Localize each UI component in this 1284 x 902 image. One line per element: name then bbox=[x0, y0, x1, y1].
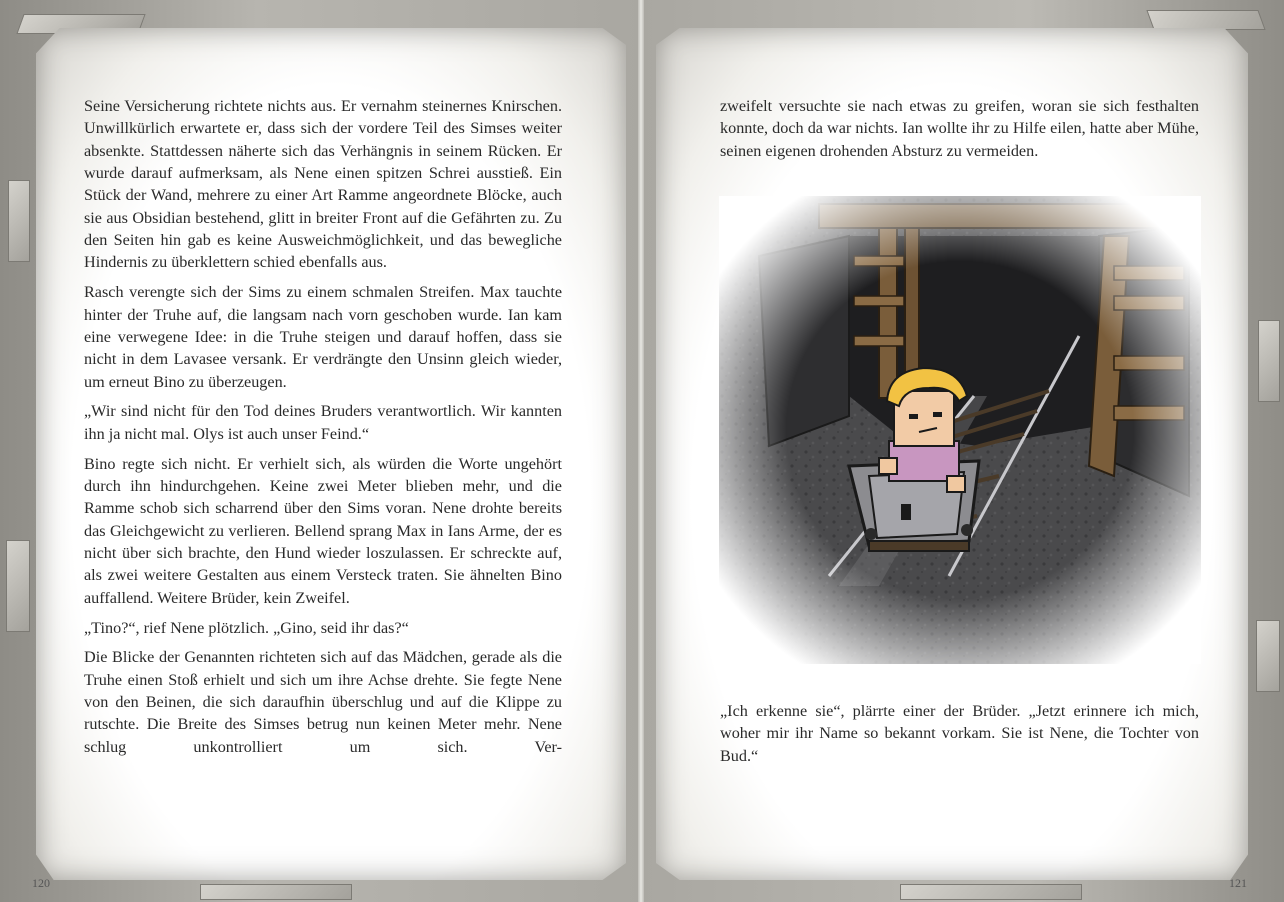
page-number-right: 121 bbox=[1229, 876, 1247, 890]
paragraph: zweifelt versuchte sie nach etwas zu greifen, woran sie sich festhalten konnte, doch da war nichts. Ian wollte ihr zu Hilfe eilen, hatte aber Mühe, seinen eigenen drohenden Absturz zu vermeiden. bbox=[720, 97, 1199, 160]
right-page-text-top bbox=[720, 95, 1199, 170]
paragraph: „Wir sind nicht für den Tod deines Bruders verantwortlich. Wir kannten ihn ja nicht mal. Olys ist auch unser Feind.“ bbox=[84, 402, 562, 443]
paragraph: Seine Versicherung richtete nichts aus. Er vernahm steinernes Knirschen. Unwillkürlich erwartete er, dass sich der vordere Teil des Simses weiter absenkte. Stattdessen näherte sich das Verhängnis in seinem Rücken. Er wurde darauf aufmerksam, als Nene einen spitzen Schrei ausstieß. Ein Stück der Wand, mehrere zu einer Art Ramme angeordnete Blöcke, auch sie aus Obsidian bestehend, glitt in breiter Front auf die Gefährten zu. Zu den Seiten hin gab es keine Ausweichmöglichkeit, und das bewegliche Hindernis zu überklettern schied ebenfalls aus. bbox=[84, 97, 562, 272]
book-gutter bbox=[638, 0, 644, 902]
paragraph: Die Blicke der Genannten richteten sich auf das Mädchen, gerade als die Truhe einen Stoß erhielt und sich um ihre Achse drehte. Sie fegte Nene von den Beinen, die sich daraufhin überschlug und auf die Klippe zu rutschte. Die Breite des Simses betrug nun keinen Meter mehr. Nene schlug unkontrolliert um sich. Ver- bbox=[84, 648, 562, 756]
left-page-text bbox=[84, 95, 562, 766]
paragraph: Rasch verengte sich der Sims zu einem schmalen Streifen. Max tauchte hinter der Truhe auf, die langsam nach vorn geschoben wurde. Ian kam eine verwegene Idee: in die Truhe steigen und darauf hoffen, dass sie nicht in dem Lavasee versank. Er verdrängte den Unsinn gleich wieder, um erneut Bino zu überzeugen. bbox=[84, 283, 562, 391]
page-number-left: 120 bbox=[32, 876, 50, 890]
mine-cart-illustration bbox=[719, 196, 1201, 664]
paragraph: „Ich erkenne sie“, plärrte einer der Brüder. „Jetzt erinnere ich mich, woher mir ihr Name so bekannt vorkam. Sie ist Nene, die Tochter von Bud.“ bbox=[720, 702, 1199, 765]
right-page-text-bottom bbox=[720, 700, 1199, 775]
paragraph: „Tino?“, rief Nene plötzlich. „Gino, seid ihr das?“ bbox=[84, 618, 409, 637]
paragraph: Bino regte sich nicht. Er verhielt sich, als würden die Worte ungehört durch ihn hindurchgehen. Keine zwei Meter blieben mehr, und die Ramme schob sich scharrend über den Sims voran. Nene drohte bereits das Gleichgewicht zu verlieren. Bellend sprang Max in Ians Arme, der es nicht über sich brachte, den Hund wieder loszulassen. Er schreckte auf, als zwei weitere Gestalten aus einem Versteck traten. Sie ähnelten Bino auffallend. Weitere Brüder, kein Zweifel. bbox=[84, 454, 562, 607]
